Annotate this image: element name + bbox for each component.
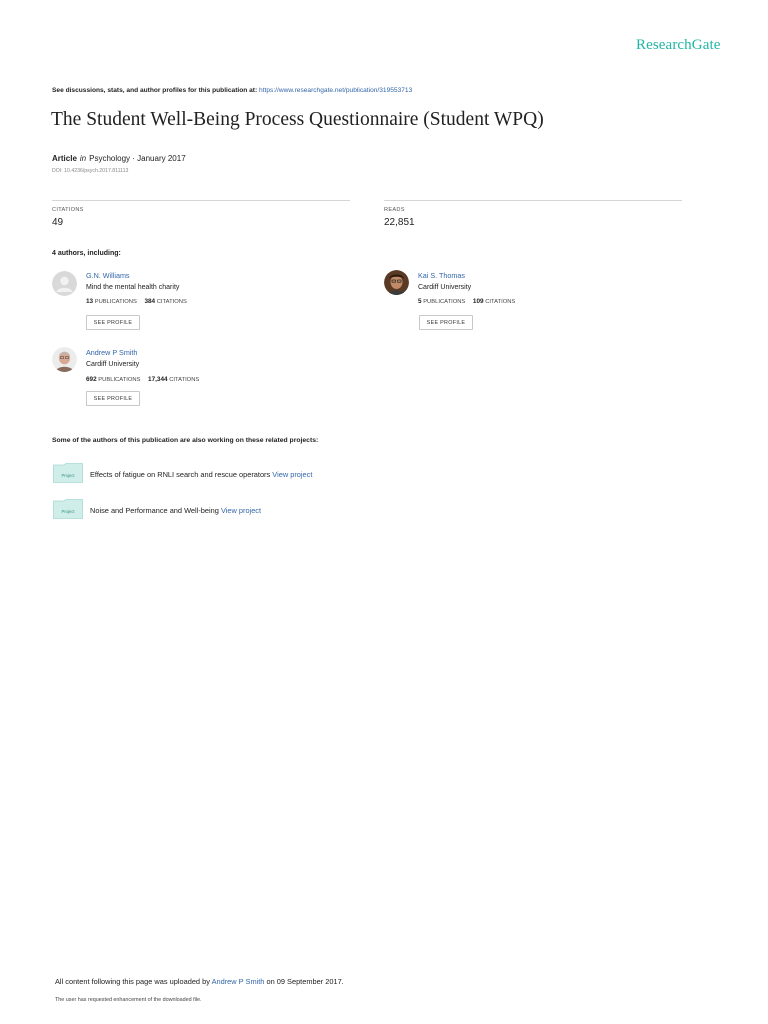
publication-doi: DOI: 10.4236/psych.2017.811113 [52,168,129,174]
project-item [90,506,261,515]
avatar-placeholder-icon[interactable] [52,271,77,296]
publication-title: The Student Well-Being Process Questionnaire (Student WPQ) [51,109,544,130]
view-project-link[interactable]: View project [272,470,313,479]
publications-label: PUBLICATIONS [94,299,137,305]
citations-value: 49 [52,217,64,228]
avatar-photo-icon[interactable] [52,347,77,372]
author-stats [86,376,199,383]
projects-heading: Some of the authors of this publication are also working on these related projects: [52,437,319,444]
citations-count: 109 [472,298,484,305]
author-name[interactable]: Kai S. Thomas [418,271,466,280]
citations-count: 384 [144,298,156,305]
in-label: in [79,154,87,163]
citations-label: CITATIONS [156,299,187,305]
reads-label: READS [384,207,405,213]
discussions-line [52,87,412,94]
citations-label: CITATIONS [169,377,200,383]
publications-count: 13 [86,298,94,305]
publication-type: Article [52,154,77,163]
publications-count: 5 [418,298,422,305]
project-item [90,470,312,479]
author-name[interactable]: Andrew P Smith [86,348,138,357]
author-name[interactable]: G.N. Williams [86,271,130,280]
publication-url-link[interactable]: https://www.researchgate.net/publication/319553713 [259,87,413,94]
author-stats [418,298,515,305]
enhancement-note: The user has requested enhancement of the downloaded file. [55,997,202,1003]
svg-text:Project: Project [61,509,75,514]
journal-date[interactable]: Psychology · January 2017 [89,154,186,163]
publication-meta [52,154,186,163]
project-title: Noise and Performance and Well-being [90,506,219,515]
citations-count: 17,344 [148,376,168,383]
reads-value: 22,851 [384,217,415,228]
author-stats [86,298,187,305]
researchgate-logo[interactable]: ResearchGate [636,37,721,53]
project-folder-icon [53,463,83,483]
discussions-prefix: See discussions, stats, and author profiles for this publication at: [52,87,258,94]
avatar-photo-icon[interactable] [384,270,409,295]
svg-text:Project: Project [61,473,75,478]
citations-label: CITATIONS [52,207,84,213]
publications-label: PUBLICATIONS [423,299,466,305]
see-profile-button[interactable]: SEE PROFILE [419,315,473,330]
project-folder-icon [53,499,83,519]
author-affiliation: Cardiff University [418,284,472,291]
author-affiliation: Mind the mental health charity [86,284,180,291]
uploader-link[interactable]: Andrew P Smith [211,977,265,986]
publications-count: 692 [86,376,97,383]
divider-reads [384,200,682,201]
project-title: Effects of fatigue on RNLI search and rescue operators [90,470,271,479]
view-project-link[interactable]: View project [220,506,262,515]
publications-label: PUBLICATIONS [98,377,141,383]
see-profile-button[interactable]: SEE PROFILE [86,391,140,406]
divider-citations [52,200,350,201]
see-profile-button[interactable]: SEE PROFILE [86,315,140,330]
citations-label: CITATIONS [485,299,516,305]
upload-suffix: on 09 September 2017. [266,977,344,986]
upload-note [55,977,344,986]
upload-prefix: All content following this page was uploaded by [55,977,210,986]
author-affiliation: Cardiff University [86,361,140,368]
authors-heading: 4 authors, including: [52,250,121,257]
